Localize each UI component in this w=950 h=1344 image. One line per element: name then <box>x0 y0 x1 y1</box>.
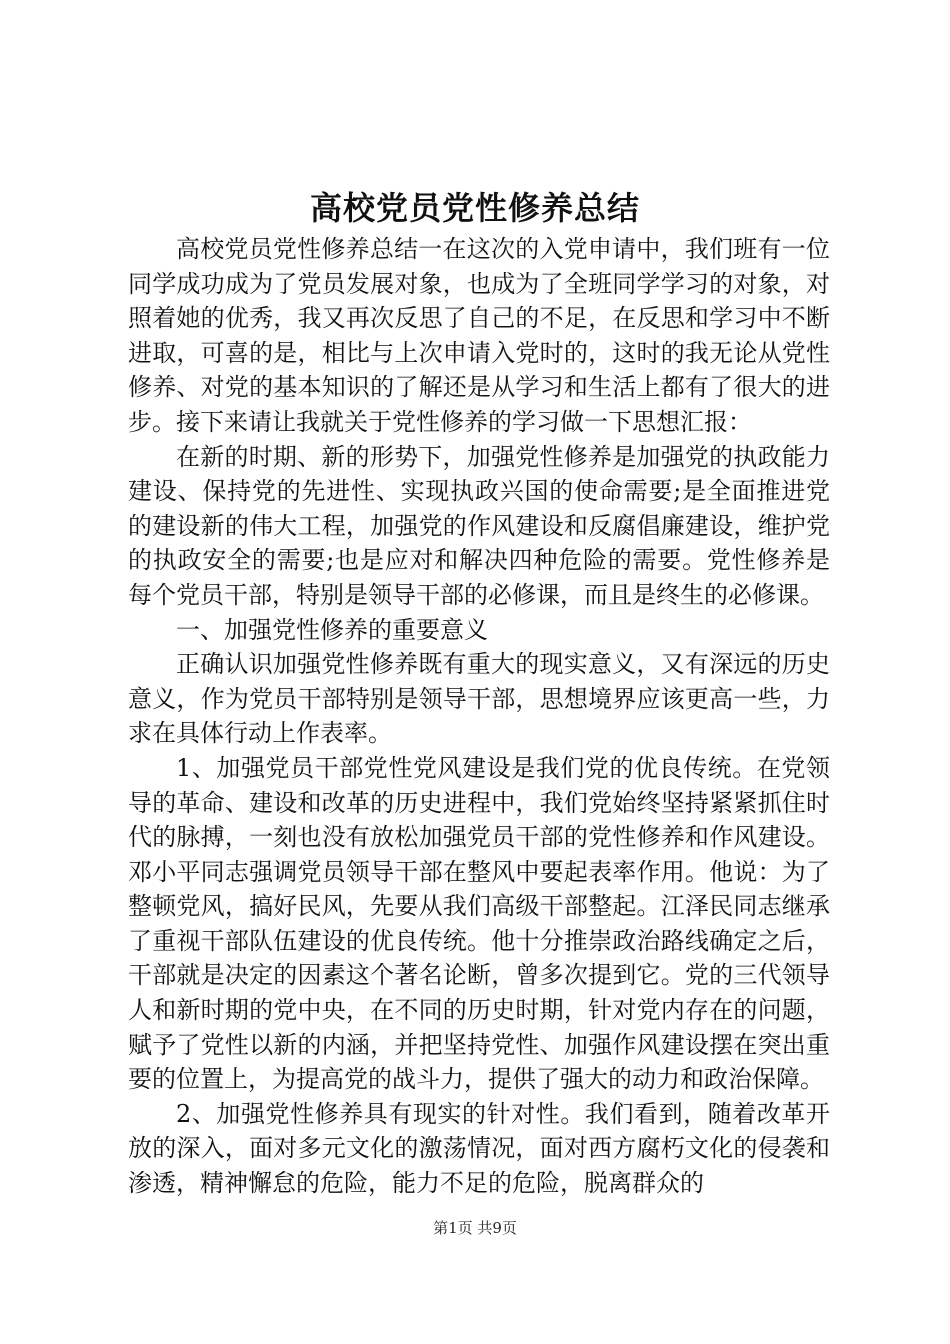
paragraph: 1、加强党员干部党性党风建设是我们党的优良传统。在党领导的革命、建设和改革的历史进程中，我们党始终坚持紧紧抓住时代的脉搏，一刻也没有放松加强党员干部的党性修养和作风建设。邓小平同志强调党员领导干部在整风中要起表率作用。他说：为了整顿党风，搞好民风，先要从我们高级干部整起。江泽民同志继承了重视干部队伍建设的优良传统。他十分推崇政治路线确定之后，干部就是决定的因素这个著名论断，曾多次提到它。党的三代领导人和新时期的党中央，在不同的历史时期，针对党内存在的问题，赋予了党性以新的内涵，并把坚持党性、加强作风建设摆在突出重要的位置上，为提高党的战斗力，提供了强大的动力和政治保障。 <box>128 753 830 1094</box>
section-heading: 一、加强党性修养的重要意义 <box>176 615 488 644</box>
page-footer: 第1页 共9页 <box>433 1219 517 1237</box>
paragraph: 正确认识加强党性修养既有重大的现实意义，又有深远的历史意义，作为党员干部特别是领导干部，思想境界应该更高一些，力求在具体行动上作表率。 <box>128 650 830 748</box>
paragraph: 在新的时期、新的形势下，加强党性修养是加强党的执政能力建设、保持党的先进性、实现执政兴国的使命需要;是全面推进党的建设新的伟大工程，加强党的作风建设和反腐倡廉建设，维护党的执政安全的需要;也是应对和解决四种危险的需要。党性修养是每个党员干部，特别是领导干部的必修课，而且是终生的必修课。 <box>128 442 830 609</box>
document-title: 高校党员党性修养总结 <box>309 189 640 227</box>
paragraph: 2、加强党性修养具有现实的针对性。我们看到，随着改革开放的深入，面对多元文化的激荡情况，面对西方腐朽文化的侵袭和渗透，精神懈怠的危险，能力不足的危险，脱离群众的 <box>128 1099 830 1198</box>
paragraph: 高校党员党性修养总结一在这次的入党申请中，我们班有一位同学成功成为了党员发展对象，也成为了全班同学学习的对象，对照着她的优秀，我又再次反思了自己的不足，在反思和学习中不断进取，可喜的是，相比与上次申请入党时的，这时的我无论从党性修养、对党的基本知识的了解还是从学习和生活上都有了很大的进步。接下来请让我就关于党性修养的学习做一下思想汇报： <box>128 235 830 436</box>
document-body <box>128 232 830 1201</box>
